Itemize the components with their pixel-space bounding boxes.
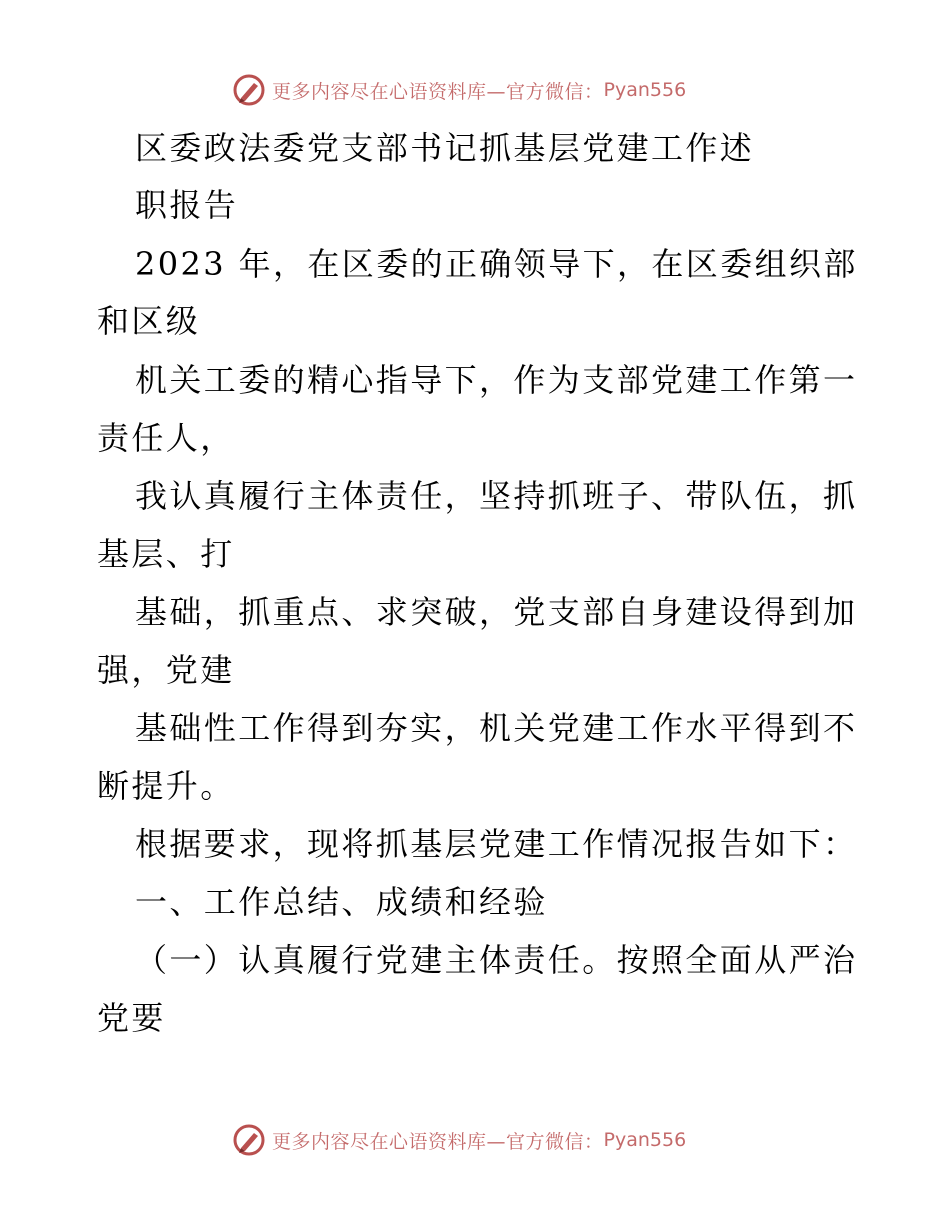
header-banner: [232, 72, 686, 108]
banner-handle: Pyan556: [603, 1129, 687, 1151]
paragraph-line: 责任人，: [97, 419, 235, 457]
paragraph-line: 2023 年，在区委的正确领导下，在区委组织部: [135, 245, 858, 283]
paragraph-line: 基础，抓重点、求突破，党支部自身建设得到加: [135, 593, 858, 631]
paragraph-line: 基层、打: [97, 535, 235, 573]
paragraph-line: 和区级: [97, 302, 201, 340]
paragraph-line: 强，党建: [97, 651, 235, 689]
title-line-2: 职报告: [135, 186, 239, 224]
banner-text: 更多内容尽在心语资料库—官方微信：: [272, 1130, 604, 1153]
section-heading: 一、工作总结、成绩和经验: [135, 883, 548, 921]
banner-handle: Pyan556: [603, 79, 687, 101]
paragraph-line: 断提升。: [97, 767, 235, 805]
pen-logo-icon: [232, 73, 266, 107]
paragraph-line: 机关工委的精心指导下，作为支部党建工作第一: [135, 361, 858, 399]
paragraph-line: 基础性工作得到夯实，机关党建工作水平得到不: [135, 709, 858, 747]
paragraph-line: 党要: [97, 999, 166, 1037]
footer-banner: [232, 1122, 686, 1158]
paragraph-line: 我认真履行主体责任，坚持抓班子、带队伍，抓: [135, 477, 858, 515]
paragraph-line: 根据要求，现将抓基层党建工作情况报告如下：: [135, 825, 858, 863]
banner-text: 更多内容尽在心语资料库—官方微信：: [272, 80, 604, 103]
paragraph-line: （一）认真履行党建主体责任。按照全面从严治: [135, 941, 858, 979]
pen-logo-icon: [232, 1123, 266, 1157]
title-line-1: 区委政法委党支部书记抓基层党建工作述: [135, 129, 755, 167]
